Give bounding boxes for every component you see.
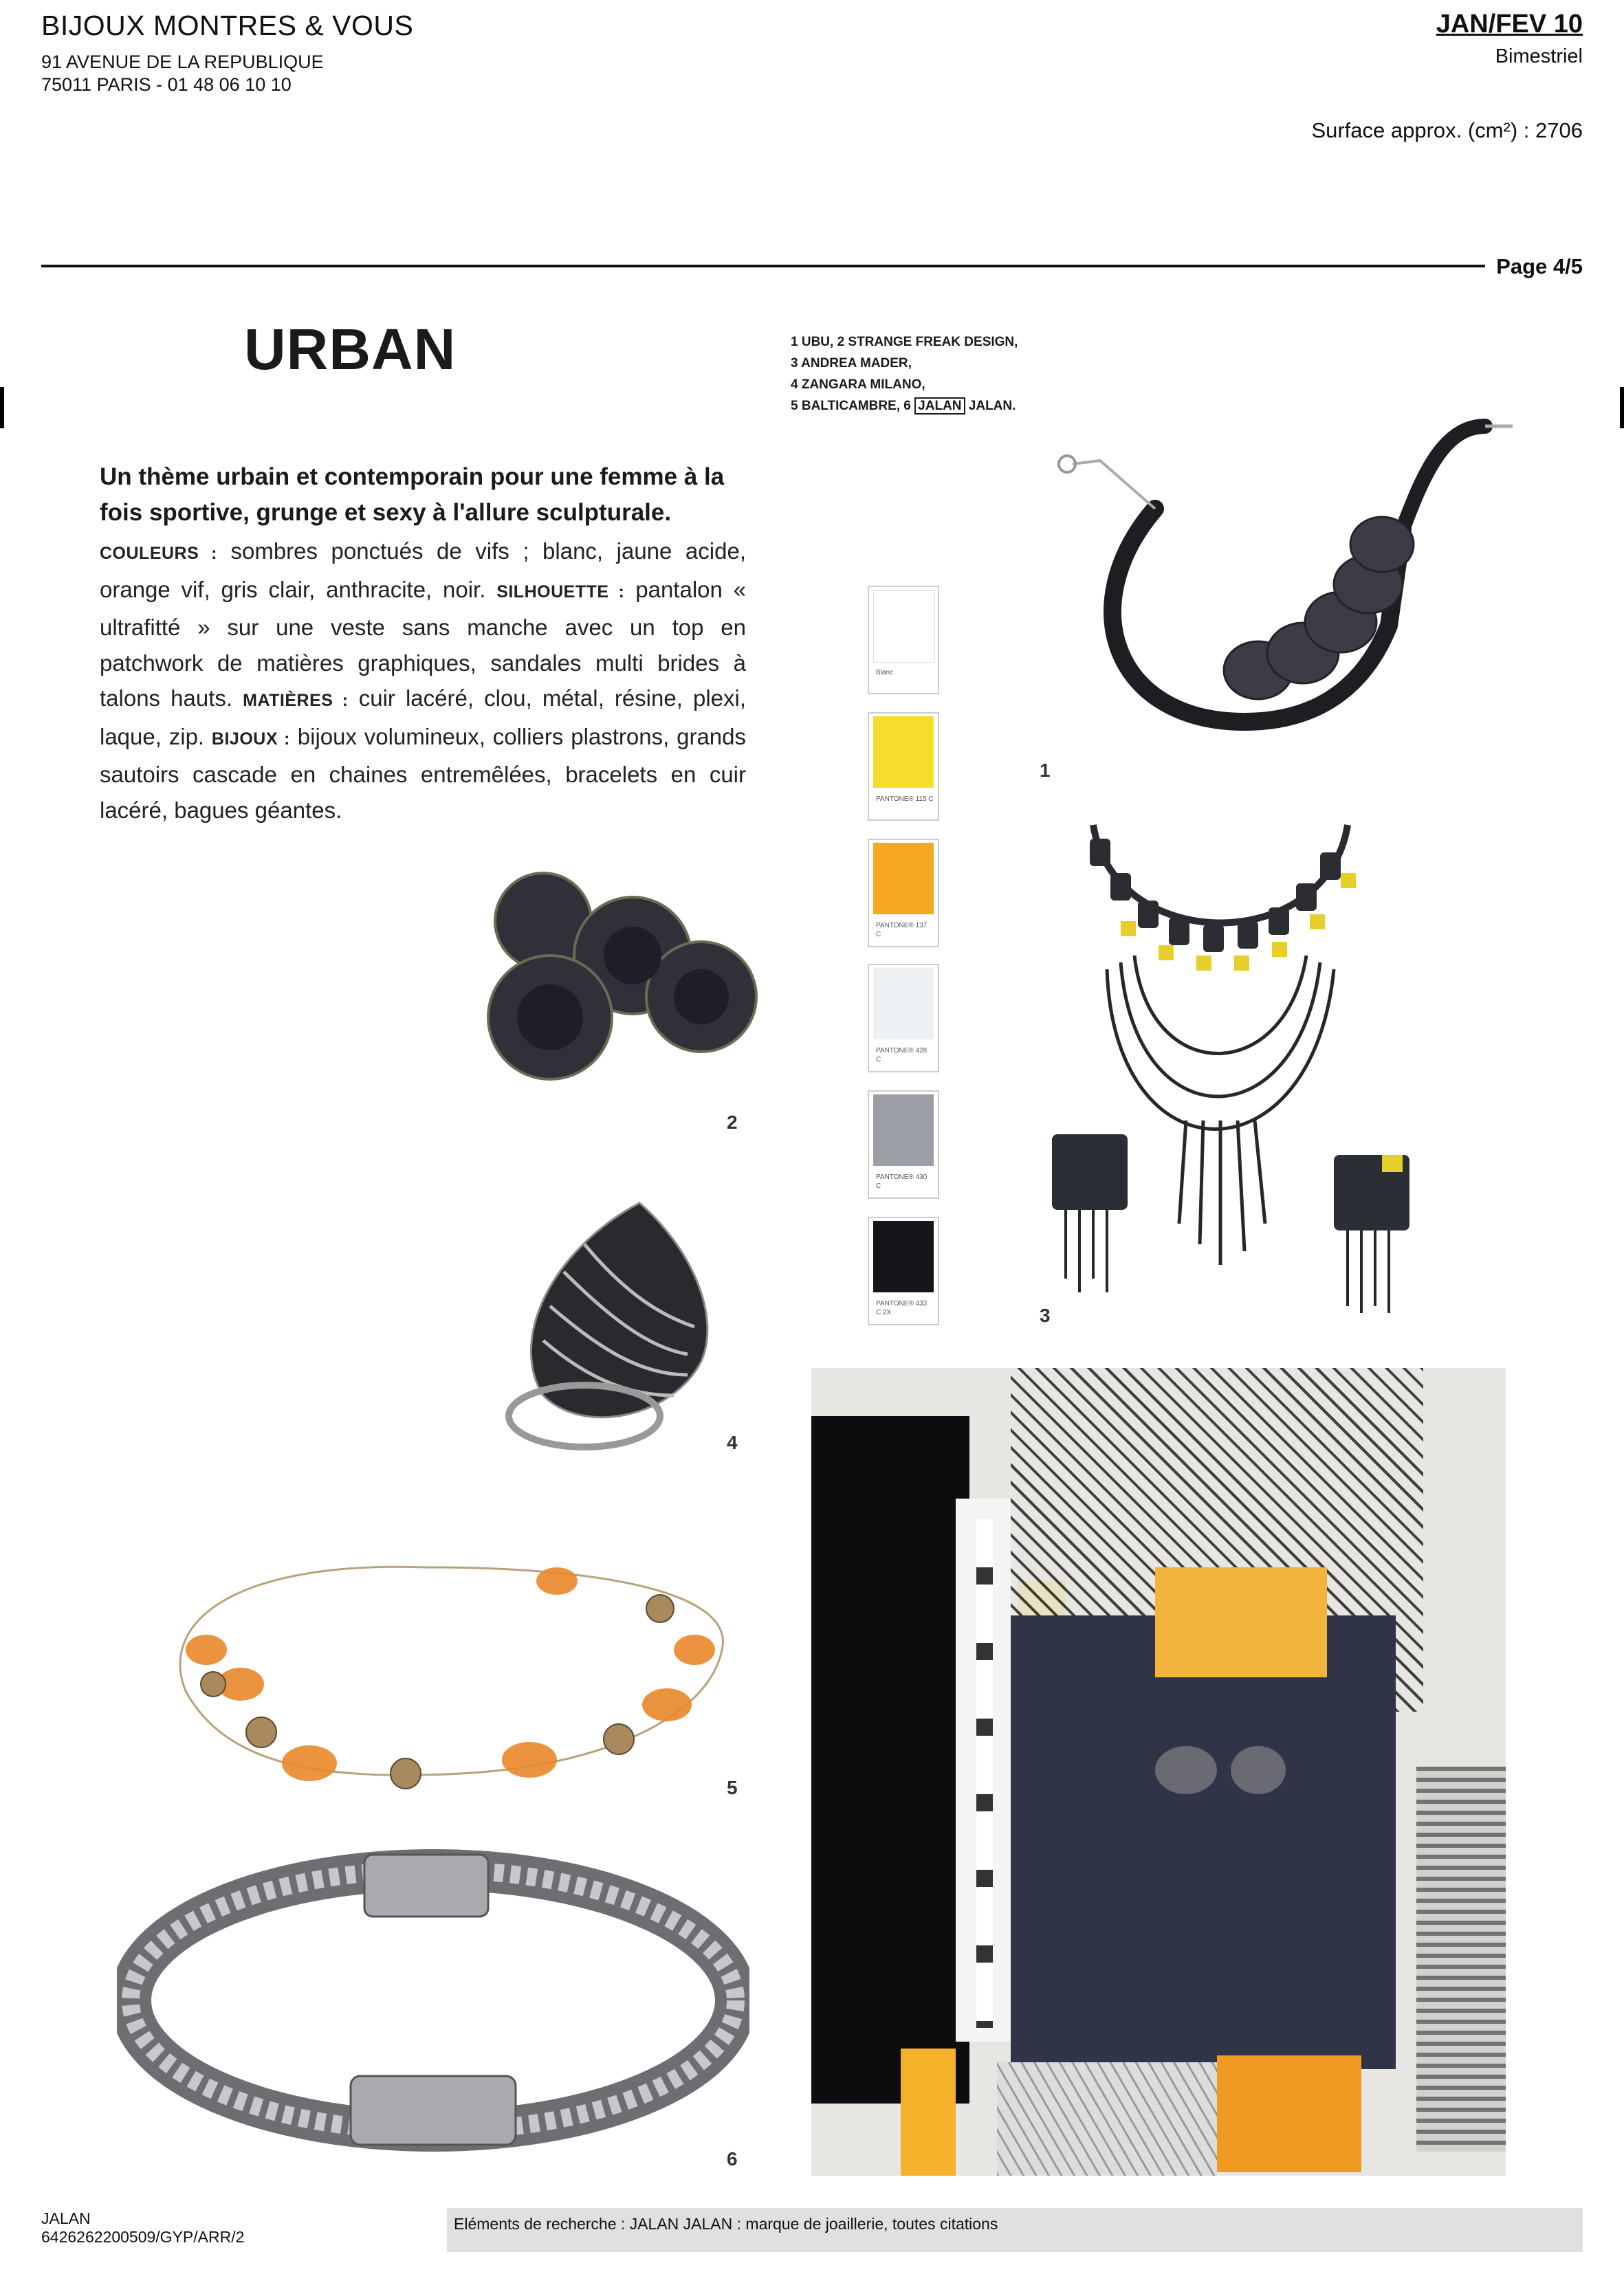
issue-date: JAN/FEV 10: [1436, 10, 1583, 38]
swatch-chip: [873, 968, 934, 1039]
figure-number-4: 4: [727, 1432, 738, 1453]
color-swatch: [868, 712, 939, 821]
client-name: JALAN: [41, 2209, 91, 2227]
orange-fabric: [1155, 1567, 1327, 1677]
bijoux-text: bijoux volumineux, colliers plastrons, grands sautoirs cascade en chaines entremêlées, bracelets en cuir lacéré, bagues géantes.: [100, 723, 747, 823]
swatch-label: PANTONE® 433 C 2X: [876, 1300, 928, 1316]
figure-number-1: 1: [1040, 760, 1051, 781]
black-patent-strip: [811, 1416, 969, 2104]
credit-line-1: 1 UBU, 2 STRANGE FREAK DESIGN,: [791, 335, 1018, 349]
swatch-label: Blanc: [876, 669, 894, 676]
bijoux-label: BIJOUX :: [211, 729, 290, 749]
bracelet-photo-1: [1018, 399, 1568, 756]
color-swatch: [868, 586, 939, 694]
matieres-label: MATIÈRES :: [243, 691, 349, 710]
orange-plexi: [1217, 2055, 1361, 2172]
color-swatch: [868, 1217, 939, 1325]
frequency: Bimestriel: [1495, 45, 1583, 67]
color-swatch: [868, 839, 939, 947]
silver-bracelet-photo-6: [117, 1849, 749, 2152]
hanging-chains: [1416, 1767, 1506, 2152]
page-number: Page 4/5: [1489, 254, 1583, 279]
silhouette-text: pantalon « ultrafitté » sur une veste sans manche avec un top en patchwork de matières graphiques, sandales multi brides à talons hauts.: [100, 576, 746, 711]
navy-leather-patchwork: [1011, 1615, 1396, 2069]
swatch-chip: [873, 716, 934, 788]
ring-photo-4: [481, 1189, 743, 1464]
search-terms-box: [447, 2208, 1583, 2252]
figure-number-5: 5: [727, 1777, 738, 1798]
article-intro: Un thème urbain et contemporain pour une femme à la fois sportive, grunge et sexy à l'allure sculpturale.: [100, 463, 725, 526]
metal-grid: [997, 2062, 1217, 2176]
couleurs-label: COULEURS :: [100, 544, 217, 563]
swatch-label: PANTONE® 428 C: [876, 1047, 928, 1063]
right-crop-mark: [1620, 387, 1624, 428]
swatch-label: PANTONE® 137 C: [876, 922, 928, 938]
swatch-chip: [873, 590, 935, 663]
publication-name: BIJOUX MONTRES & VOUS: [41, 10, 414, 41]
article-headline: URBAN: [244, 317, 457, 382]
credit-line-3: 4 ZANGARA MILANO,: [791, 377, 925, 392]
materials-mood-board: [811, 1368, 1506, 2176]
credit-line-2: 3 ANDREA MADER,: [791, 356, 912, 371]
rings-photo-2: [454, 852, 770, 1107]
swatch-chip: [873, 1221, 934, 1292]
color-swatch: [868, 1090, 939, 1199]
article-body: [100, 533, 746, 828]
rivet-left: [1155, 1746, 1217, 1794]
left-crop-mark: [0, 387, 4, 428]
address-line-2: 75011 PARIS - 01 48 06 10 10: [41, 74, 292, 95]
swatch-label: PANTONE® 115 C: [876, 795, 934, 803]
matieres-text: cuir lacéré, clou, métal, résine, plexi, laque, zip.: [100, 685, 747, 749]
jalan-highlight: JALAN: [914, 397, 965, 415]
white-zip-band: [956, 1499, 1018, 2042]
client-reference: 6426262200509/GYP/ARR/2: [41, 2228, 245, 2246]
rivet-right: [1231, 1746, 1286, 1794]
publication-address: [41, 51, 324, 96]
swatch-chip: [873, 843, 934, 914]
header-rule: [41, 265, 1485, 267]
figure-number-6: 6: [727, 2148, 738, 2170]
footer-client: [41, 2209, 244, 2247]
silhouette-label: SILHOUETTE :: [496, 582, 625, 601]
search-terms: Eléments de recherche : JALAN JALAN : marque de joaillerie, toutes citations: [454, 2215, 998, 2233]
yellow-resin: [901, 2049, 956, 2176]
figure-number-3: 3: [1040, 1305, 1051, 1326]
necklace-earrings-photo-3: [1038, 797, 1464, 1334]
address-line-1: 91 AVENUE DE LA REPUBLIQUE: [41, 52, 324, 72]
swatch-label: PANTONE® 430 C: [876, 1173, 928, 1190]
credit-line-4: 5 BALTICAMBRE, 6 JALAN JALAN.: [791, 399, 1016, 413]
color-swatch: [868, 964, 939, 1072]
figure-number-2: 2: [727, 1112, 738, 1133]
amber-necklace-photo-5: [131, 1540, 763, 1822]
surface-area: Surface approx. (cm²) : 2706: [1311, 118, 1583, 142]
couleurs-text: sombres ponctués de vifs ; blanc, jaune acide, orange vif, gris clair, anthracite, noir.: [100, 538, 746, 602]
swatch-chip: [873, 1094, 934, 1166]
